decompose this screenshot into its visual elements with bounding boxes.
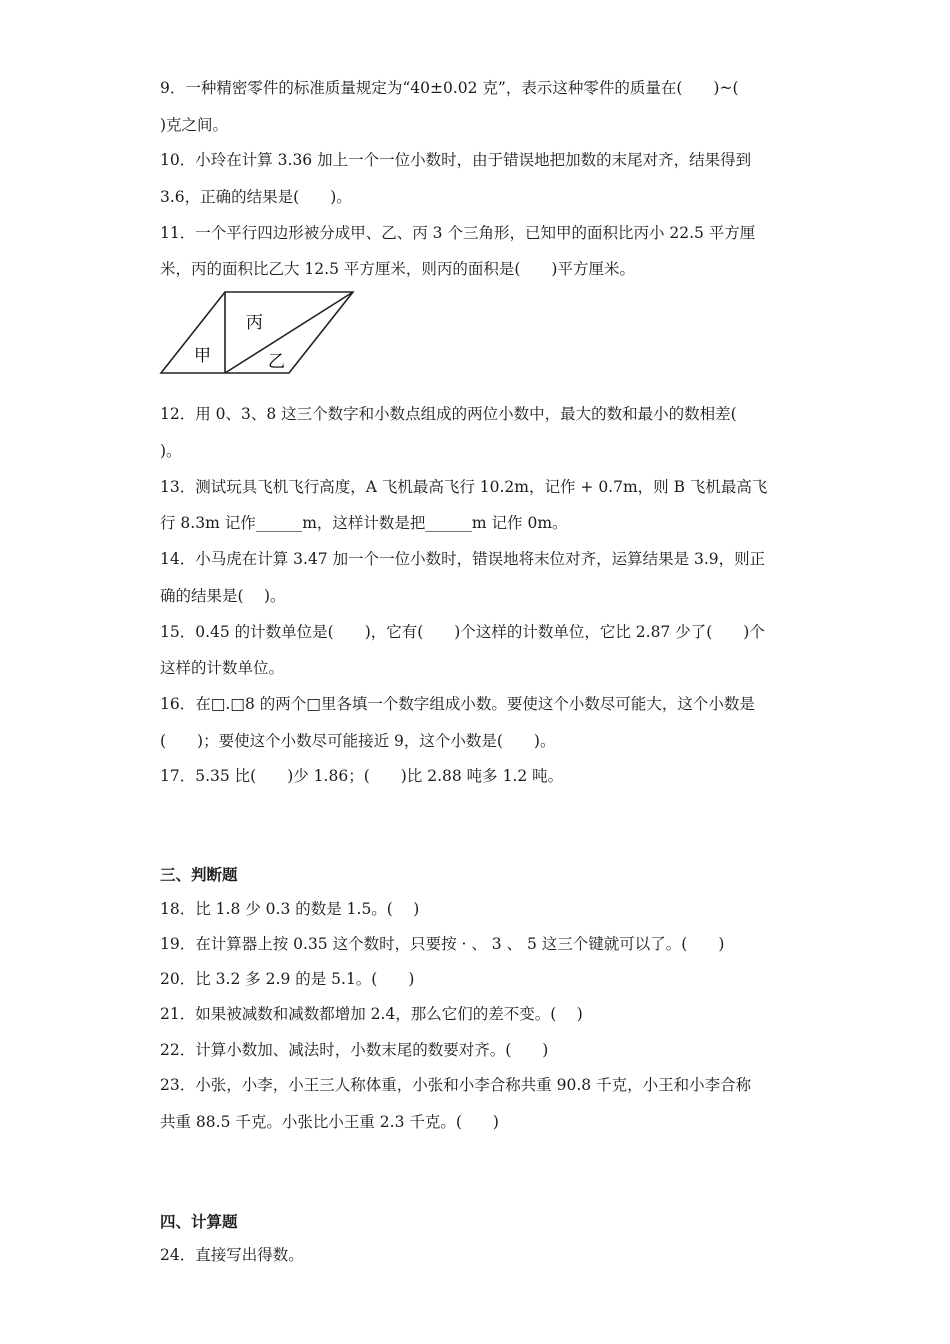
q19-line: 19．在计算器上按 0.35 这个数时，只要按 · 、 3 、 5 这三个键就可以了。( ) [160, 935, 725, 953]
q24-line: 24．直接写出得数。 [160, 1246, 304, 1264]
q14-line1: 14．小马虎在计算 3.47 加一个一位小数时，错误地将末位对齐，运算结果是 3.9，则正 [160, 550, 766, 568]
q21-line: 21．如果被减数和减数都增加 2.4，那么它们的差不变。( ) [160, 1005, 583, 1023]
q13-line1: 13．测试玩具飞机飞行高度，A 飞机最高飞行 10.2m，记作 + 0.7m，则 B 飞机最高飞 [160, 478, 768, 496]
q14-line2: 确的结果是( )。 [160, 587, 286, 605]
parallelogram-figure [158, 290, 358, 380]
q10-line2: 3.6，正确的结果是( )。 [160, 188, 352, 206]
label-jia: 甲 [194, 346, 211, 366]
section3-title: 三、判断题 [160, 865, 238, 884]
q13-line2: 行 8.3m 记作______m，这样计数是把______m 记作 0m。 [160, 514, 568, 532]
q12-line2: )。 [160, 442, 182, 460]
q15-line2: 这样的计数单位。 [160, 659, 285, 677]
q16-line1: 16．在□.□8 的两个□里各填一个数字组成小数。要使这个小数尽可能大，这个小数是 [160, 695, 755, 713]
q9-line2: )克之间。 [160, 116, 229, 134]
label-yi: 乙 [268, 352, 285, 372]
q20-line: 20．比 3.2 多 2.9 的是 5.1。( ) [160, 970, 415, 988]
q18-line: 18．比 1.8 少 0.3 的数是 1.5。( ) [160, 900, 420, 918]
q22-line: 22．计算小数加、减法时，小数末尾的数要对齐。( ) [160, 1041, 549, 1059]
q17-line: 17．5.35 比( )少 1.86；( )比 2.88 吨多 1.2 吨。 [160, 767, 564, 785]
q9-line1: 9．一种精密零件的标准质量规定为“40±0.02 克”，表示这种零件的质量在( )~( [160, 79, 739, 97]
q11-line1: 11．一个平行四边形被分成甲、乙、丙 3 个三角形，已知甲的面积比丙小 22.5 平方厘 [160, 224, 756, 242]
section4-title: 四、计算题 [160, 1212, 238, 1231]
q12-line1: 12．用 0、3、8 这三个数字和小数点组成的两位小数中，最大的数和最小的数相差( [160, 405, 737, 423]
q23-line1: 23．小张，小李，小王三人称体重，小张和小李合称共重 90.8 千克，小王和小李合称 [160, 1076, 752, 1094]
q10-line1: 10．小玲在计算 3.36 加上一个一位小数时，由于错误地把加数的末尾对齐，结果得到 [160, 151, 752, 169]
diagonal-divider [225, 292, 353, 373]
q23-line2: 共重 88.5 千克。小张比小王重 2.3 千克。( ) [160, 1113, 499, 1131]
q11-line2: 米，丙的面积比乙大 12.5 平方厘米，则丙的面积是( )平方厘米。 [160, 260, 635, 278]
label-bing: 丙 [246, 313, 263, 333]
q16-line2: ( )；要使这个小数尽可能接近 9，这个小数是( )。 [160, 732, 556, 750]
q15-line1: 15．0.45 的计数单位是( )，它有( )个这样的计数单位，它比 2.87 少了( )个 [160, 623, 765, 641]
